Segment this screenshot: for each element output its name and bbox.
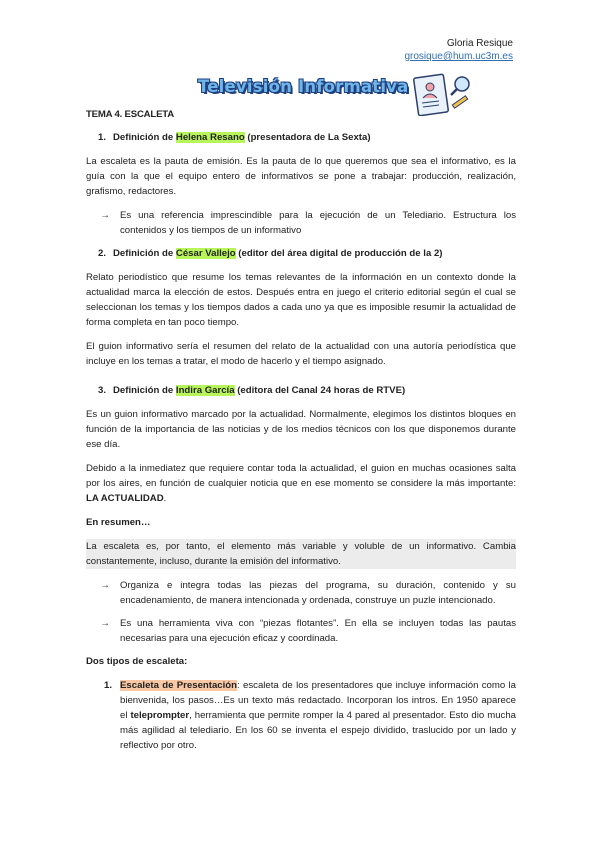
definition-heading-2: 2. Definición de César Vallejo (editor del área digital de producción de la 2) bbox=[97, 248, 443, 259]
list-item: 1. Escaleta de Presentación: escaleta de los presentadores que incluye información como la bienvenida, los pasos…Es un texto más redactado. Incorporan los intros. En 1950 aparece el teleprompter, herramienta que permite romper la 4 pared al presentador. Esto dio mucha más agilidad al telediario. En los 60 se inventa el espejo dividido, traslucido por un lado y reflectivo por otro. bbox=[103, 680, 516, 751]
arrow-icon: → bbox=[100, 580, 110, 591]
author-name: Gloria Resique bbox=[446, 38, 513, 49]
definition-1-paragraph: La escaleta es la pauta de emisión. Es la pauta de lo que queremos que sea el informativo, es la guía con la que el equipo entero de informativos se pone a trabajar: producción, realización, grafismo, redactores. bbox=[86, 156, 516, 197]
arrow-bullet: → Organiza e integra todas las piezas del programa, su duración, contenido y su encadenamiento, de manera intencionada y ordenada, construye un puzle intencionado. bbox=[86, 578, 516, 608]
document-body bbox=[86, 107, 516, 761]
author-email-link[interactable]: grosique@hum.uc3m.es bbox=[404, 51, 513, 62]
author-block bbox=[404, 37, 513, 63]
highlight-name: César Vallejo bbox=[175, 248, 236, 259]
definition-heading-3: 3. Definición de Indira García (editora del Canal 24 horas de RTVE) bbox=[97, 385, 406, 396]
summary-heading: En resumen… bbox=[86, 517, 151, 528]
arrow-icon: → bbox=[100, 618, 110, 629]
highlight-term: Escaleta de Presentación bbox=[120, 680, 238, 691]
definition-3-paragraph-2: Debido a la inmediatez que requiere contar toda la actualidad, el guion en muchas ocasiones salta por los aires, en función de cualquier noticia que en ese momento se considere la más importante: LA ACTUALIDAD. bbox=[86, 463, 516, 504]
definition-2-paragraph-1: Relato periodístico que resume los temas relevantes de la información en un contexto donde la actualidad marca la elección de estos. Después entra en juego el criterio editorial según el cual se seleccionan los temas y los tiempos dados a cada uno ya que es imposible resumir la actualidad de forma completa en tan poco tiempo. bbox=[86, 272, 516, 328]
definition-heading-1: 1. Definición de Helena Resano (presentadora de La Sexta) bbox=[97, 132, 371, 143]
highlight-name: Indira García bbox=[175, 385, 235, 396]
arrow-bullet: → Es una referencia imprescindible para la ejecución de un Telediario. Estructura los contenidos y los tiempos de un informativo bbox=[86, 208, 516, 238]
magnifier-icon bbox=[451, 77, 469, 95]
section-title: TEMA 4. ESCALETA bbox=[86, 109, 174, 120]
arrow-bullet: → Es una herramienta viva con “piezas flotantes”. En ella se incluyen todas las pautas necesarias para una ejecución eficaz y coordinada. bbox=[86, 616, 516, 646]
arrow-icon: → bbox=[100, 210, 110, 221]
types-heading: Dos tipos de escaleta: bbox=[86, 656, 188, 667]
banner-title: Televisión Informativa bbox=[198, 77, 409, 96]
definition-2-paragraph-2: El guion informativo sería el resumen del relato de la actualidad con una autoría periodística que incluye en los temas a tratar, el modo de hacerlo y el tiempo asignado. bbox=[86, 341, 516, 367]
definition-3-paragraph-1: Es un guion informativo marcado por la actualidad. Normalmente, elegimos los distintos bloques en función de la importancia de las noticias y de los medios técnicos con los que disponemos durante ese día. bbox=[86, 409, 516, 450]
summary-shaded-paragraph: La escaleta es, por tanto, el elemento más variable y voluble de un informativo. Cambia constantemente, incluso, durante la emisión del informativo. bbox=[86, 541, 516, 567]
highlight-name: Helena Resano bbox=[175, 132, 245, 143]
